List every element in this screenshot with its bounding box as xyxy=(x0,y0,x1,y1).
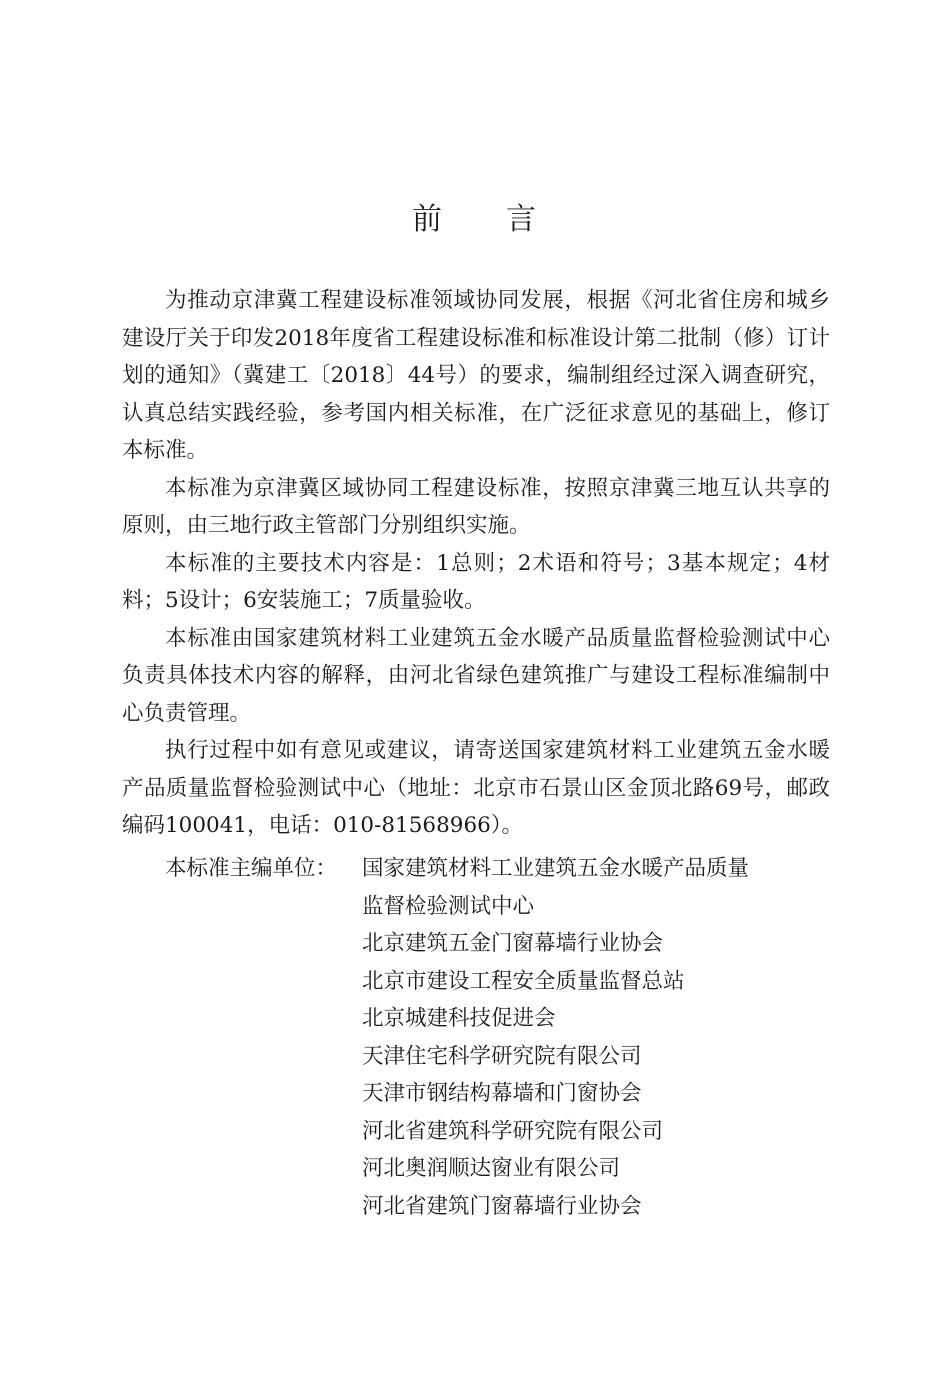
paragraph-feedback: 执行过程中如有意见或建议，请寄送国家建筑材料工业建筑五金水暖产品质量监督检验测试中心（地址：北京市石景山区金顶北路69号，邮政编码100041，电话：010-81568966）。 xyxy=(122,738,830,838)
editor-unit: 北京市建设工程安全质量监督总站 xyxy=(362,968,685,994)
editor-unit: 监督检验测试中心 xyxy=(362,893,535,919)
editor-unit: 北京城建科技促进会 xyxy=(362,1006,556,1031)
paragraph-contents: 本标准的主要技术内容是：1总则；2术语和符号；3基本规定；4材料；5设计；6安装施工；7质量验收。 xyxy=(122,550,830,613)
preface-body xyxy=(122,282,830,845)
editor-unit: 国家建筑材料工业建筑五金水暖产品质量 xyxy=(362,856,750,881)
editor-unit: 天津住宅科学研究院有限公司 xyxy=(362,1043,642,1069)
page-title xyxy=(0,198,950,242)
editor-unit: 河北省建筑门窗幕墙行业协会 xyxy=(362,1193,642,1219)
editor-label: 本标准主编单位： xyxy=(165,856,338,881)
editor-unit: 天津市钢结构幕墙和门窗协会 xyxy=(362,1081,642,1106)
editor-unit: 河北奥润顺达窗业有限公司 xyxy=(362,1156,621,1181)
paragraph-management: 本标准由国家建筑材料工业建筑五金水暖产品质量监督检验测试中心负责具体技术内容的解释，由河北省绿色建筑推广与建设工程标准编制中心负责管理。 xyxy=(122,625,830,726)
editor-unit-list xyxy=(362,850,749,1225)
title-char-2: 言 xyxy=(506,202,538,237)
editor-unit: 北京建筑五金门窗幕墙行业协会 xyxy=(362,931,664,956)
title-char-1: 前 xyxy=(412,202,444,237)
editor-unit: 河北省建筑科学研究院有限公司 xyxy=(362,1118,664,1144)
paragraph-scope: 本标准为京津冀区域协同工程建设标准，按照京津冀三地互认共享的原则，由三地行政主管部门分别组织实施。 xyxy=(122,475,830,538)
paragraph-background: 为推动京津冀工程建设标准领域协同发展，根据《河北省住房和城乡建设厅关于印发2018年度省工程建设标准和标准设计第二批制（修）订计划的通知》（冀建工〔2018〕44号）的要求，编制组经过深入调查研究，认真总结实践经验，参考国内相关标准，在广泛征求意见的基础上，修订本标准。 xyxy=(122,288,830,463)
